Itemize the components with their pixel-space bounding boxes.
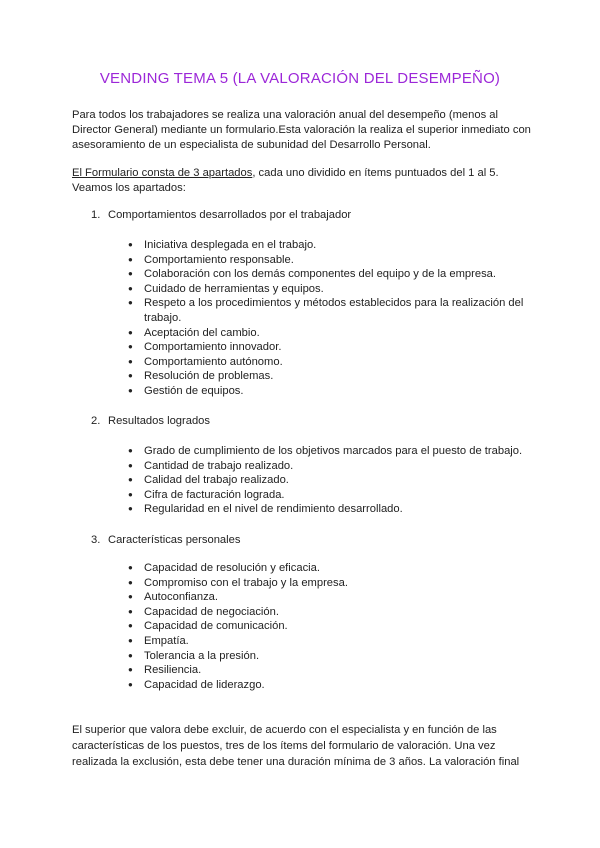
section-heading-1 bbox=[91, 208, 351, 223]
section-heading-text: Comportamientos desarrollados por el trabajador bbox=[108, 209, 352, 221]
list-item: ● Calidad del trabajo realizado. bbox=[128, 473, 528, 488]
section-number: 3. bbox=[91, 534, 101, 546]
list-item: ● Comportamiento responsable. bbox=[128, 253, 528, 268]
list-item: ● Cifra de facturación lograda. bbox=[128, 488, 528, 503]
list-item: ● Empatía. bbox=[128, 634, 528, 649]
list-item: ● Capacidad de negociación. bbox=[128, 605, 528, 620]
list-item: ● Capacidad de comunicación. bbox=[128, 619, 528, 634]
section-heading-text: Resultados logrados bbox=[108, 415, 210, 427]
list-item: ● Resolución de problemas. bbox=[128, 369, 528, 384]
list-item: ● Autoconfianza. bbox=[128, 590, 528, 605]
list-item: ● Resiliencia. bbox=[128, 663, 528, 678]
document-title: VENDING TEMA 5 (LA VALORACIÓN DEL DESEMPEÑO) bbox=[99, 70, 501, 87]
list-item: ● Iniciativa desplegada en el trabajo. bbox=[128, 238, 528, 253]
closing-paragraph: El superior que valora debe excluir, de acuerdo con el especialista y en función de las características de los puestos, tres de los ítems del formulario de valoración. Una vez realizada la exclusión, esta debe tener una duración mínima de 3 años. La valoración final bbox=[72, 724, 520, 768]
section-list-1 bbox=[128, 238, 528, 399]
section-heading-text: Características personales bbox=[108, 534, 241, 546]
section-list-3 bbox=[128, 561, 528, 692]
list-item: ● Gestión de equipos. bbox=[128, 384, 528, 399]
list-item: ● Respeto a los procedimientos y métodos establecidos para la realización del trabajo. bbox=[128, 296, 528, 325]
list-item: ● Cuidado de herramientas y equipos. bbox=[128, 282, 528, 297]
list-item: ● Grado de cumplimiento de los objetivos marcados para el puesto de trabajo. bbox=[128, 444, 528, 459]
list-item: ● Cantidad de trabajo realizado. bbox=[128, 459, 528, 474]
section-number: 1. bbox=[91, 209, 101, 221]
section-heading-3 bbox=[91, 533, 240, 548]
section-number: 2. bbox=[91, 415, 101, 427]
list-item: ● Compromiso con el trabajo y la empresa. bbox=[128, 576, 528, 591]
list-item: ● Regularidad en el nivel de rendimiento desarrollado. bbox=[128, 502, 528, 517]
list-item: ● Comportamiento innovador. bbox=[128, 340, 528, 355]
intro-paragraph: Para todos los trabajadores se realiza una valoración anual del desempeño (menos al Director General) mediante un formulario.Esta valoración la realiza el superior inmediato con asesoramiento de un especialista de subunidad del Desarrollo Personal. bbox=[72, 109, 531, 151]
form-paragraph bbox=[72, 166, 532, 196]
form-underlined-text: El Formulario consta de 3 apartados bbox=[72, 167, 253, 179]
list-item: ● Colaboración con los demás componentes del equipo y de la empresa. bbox=[128, 267, 528, 282]
list-item: ● Comportamiento autónomo. bbox=[128, 355, 528, 370]
list-item: ● Capacidad de liderazgo. bbox=[128, 678, 528, 693]
list-item: ● Tolerancia a la presión. bbox=[128, 649, 528, 664]
list-item: ● Capacidad de resolución y eficacia. bbox=[128, 561, 528, 576]
list-item: ● Aceptación del cambio. bbox=[128, 326, 528, 341]
form-rest-text: , cada uno dividido en ítems puntuados del 1 al 5. Veamos los apartados: bbox=[72, 167, 499, 194]
section-heading-2 bbox=[91, 414, 210, 429]
section-list-2 bbox=[128, 444, 528, 517]
